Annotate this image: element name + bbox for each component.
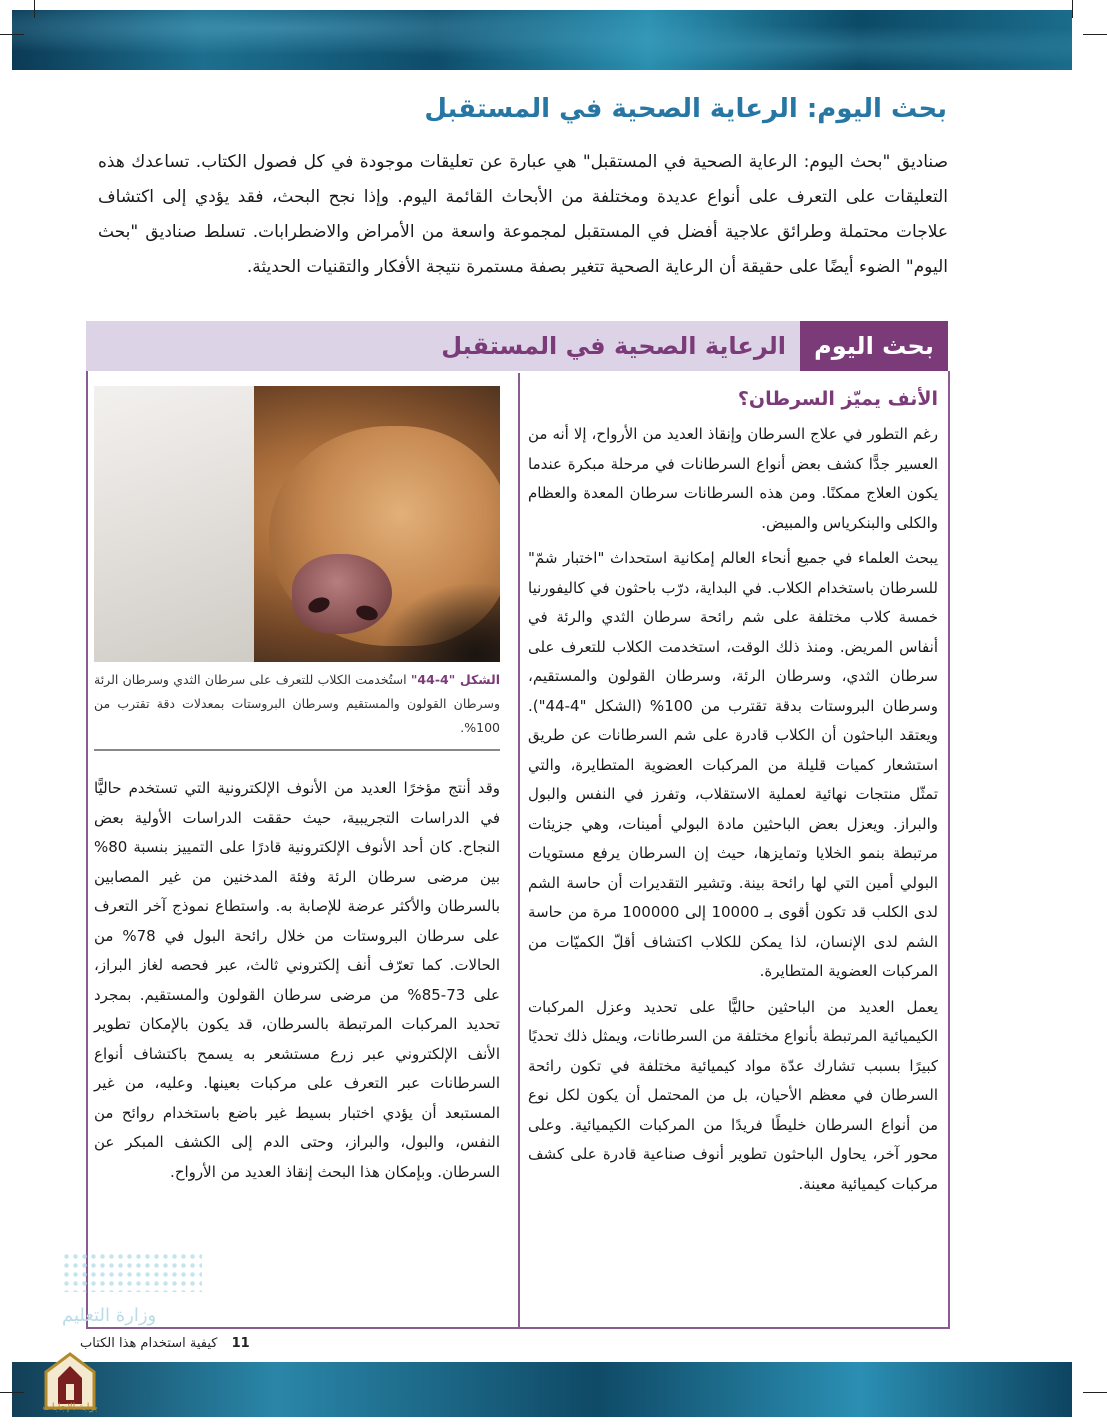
intro-paragraph: صناديق "بحث اليوم: الرعاية الصحية في المستقبل" هي عبارة عن تعليقات موجودة في كل فصول الكتاب. تساعدك هذه التعليقات على التعرف على أنواع عديدة ومختلفة من الأبحاث القائمة اليوم. وإذا نجح البحث، فقد يؤدي إلى اكتشاف علاجات محتملة وطرائق علاجية أفضل في المستقبل لمجموعة واسعة من الأمراض والاضطرابات. تسلط صناديق "بحث اليوم" الضوء أيضًا على حقيقة أن الرعاية الصحية تتغير بصفة مستمرة نتيجة الأفكار والتقنيات الحديثة. <box>98 152 948 277</box>
crop-mark <box>0 34 24 35</box>
answers-portal-logo-text: بوابة الإجابات <box>42 1402 98 1413</box>
bottom-decorative-banner <box>12 1362 1072 1417</box>
footer-label: كيفية استخدام هذا الكتاب <box>80 1336 218 1351</box>
research-box-header <box>86 321 948 371</box>
page-heading: بحث اليوم: الرعاية الصحية في المستقبل <box>424 94 947 124</box>
paragraph: يبحث العلماء في جميع أنحاء العالم إمكانية استحداث "اختبار شمّ" للسرطان باستخدام الكلاب. في البداية، درّب باحثون في كاليفورنيا خمسة كلاب مختلفة على شم رائحة سرطان الثدي والرئة في أنفاس المريض. ومنذ ذلك الوقت، استخدمت الكلاب للتعرف على سرطان الثدي، وسرطان الرئة، وسرطان القولون والمستقيم، وسرطان البروستات بدقة تقترب من 100% (الشكل "4-44"). ويعتقد الباحثون أن الكلاب قادرة على شم السرطانات عن طريق استشعار كميات قليلة من المركبات العضوية المتطايرة، والتي تمثّل منتجات نهائية لعملية الاستقلاب، وتفرز في النفس والبول والبراز. ويعزل بعض الباحثين مادة البولي أمينات، وهي جزيئات مرتبطة بنمو الخلايا وتمايزها، حيث إن السرطان يرفع مستويات البولي أمين التي لها رائحة بينة. وتشير التقديرات أن حاسة الشم لدى الكلب قد تكون أقوى بـ 10000 إلى 100000 مرة من حاسة الشم لدى الإنسان، لذا يمكن للكلاب اكتشاف أقلّ الكميّات من المركبات العضوية المتطايرة. <box>528 549 938 980</box>
crop-mark <box>1072 0 1073 18</box>
caption-divider <box>94 749 500 751</box>
paragraph: رغم التطور في علاج السرطان وإنقاذ العديد من الأرواح، إلا أنه من العسير جدًّا كشف بعض أنواع السرطانات في مرحلة مبكرة عندما يكون العلاج ممكنًا. ومن هذه السرطانات سرطان المعدة والعظام والكلى والبنكرياس والمبيض. <box>528 425 938 532</box>
crop-mark <box>1083 1392 1107 1393</box>
right-column <box>528 382 938 1205</box>
dog-nose-photo <box>94 386 500 662</box>
research-box-title: الرعاية الصحية في المستقبل <box>441 332 786 360</box>
left-column <box>94 774 500 1187</box>
top-decorative-banner <box>12 10 1072 70</box>
crop-mark <box>0 1392 24 1393</box>
figure-label: الشكل "4-44" <box>410 672 500 687</box>
article-title: الأنف يميّز السرطان؟ <box>737 388 938 410</box>
paragraph: وقد أنتج مؤخرًا العديد من الأنوف الإلكترونية التي تستخدم حاليًّا في الدراسات التجريبية، حيث حققت الدراسات الأولية بعض النجاح. كان أحد الأنوف الإلكترونية قادرًا على التمييز بنسبة 80% بين مرضى سرطان الرئة وفئة المدخنين من غير المصابين بالسرطان والأكثر عرضة للإصابة به. واستطاع نموذج آخر التعرف على سرطان البروستات من خلال رائحة البول في 78% من الحالات. كما تعرّف أنف إلكتروني ثالث، عبر فحصه لغاز البراز، على 73-85% من مرضى سرطان القولون والمستقيم. بمجرد تحديد المركبات المرتبطة بالسرطان، قد يكون بالإمكان تطوير الأنف الإلكتروني عبر زرع مستشعر به يسمح باكتشاف أنواع السرطانات عبر التعرف على مركبات بعينها. وعليه، من غير المستبعد أن يؤدي اختبار بسيط غير باضع باستخدام روائح من النفس، والبول، والبراز، وحتى الدم إلى الكشف المبكر عن السرطان. وبإمكان هذا البحث إنقاذ العديد من الأرواح. <box>94 779 501 1181</box>
page-footer <box>80 1336 250 1351</box>
page-number: 11 <box>231 1336 250 1351</box>
research-tag: بحث اليوم <box>800 321 948 371</box>
paragraph: يعمل العديد من الباحثين حاليًّا على تحديد وعزل المركبات الكيميائية المرتبطة بأنواع مختلفة من السرطانات، ويمثل ذلك تحديًا كبيرًا بسبب تشارك عدّة مواد كيميائية مختلفة في تكون رائحة السرطان في معظم الأحيان، بل من المحتمل أن يكون لكل نوع من أنواع السرطان خليطًا فريدًا من المركبات الكيميائية. وعلى محور آخر، يحاول الباحثون تطوير أنوف صناعية قادرة على كشف مركبات كيميائية معينة. <box>528 997 938 1193</box>
ministry-logo-dots <box>62 1252 202 1292</box>
ministry-watermark: وزارة التعليم <box>62 1305 157 1326</box>
caption-text: استُخدمت الكلاب للتعرف على سرطان الثدي وسرطان الرئة وسرطان القولون والمستقيم وسرطان البروستات بمعدلات دقة تقترب من 100%. <box>94 672 500 735</box>
figure-caption <box>94 668 500 740</box>
crop-mark <box>1083 34 1107 35</box>
column-divider <box>518 373 520 1327</box>
crop-mark <box>34 0 35 18</box>
